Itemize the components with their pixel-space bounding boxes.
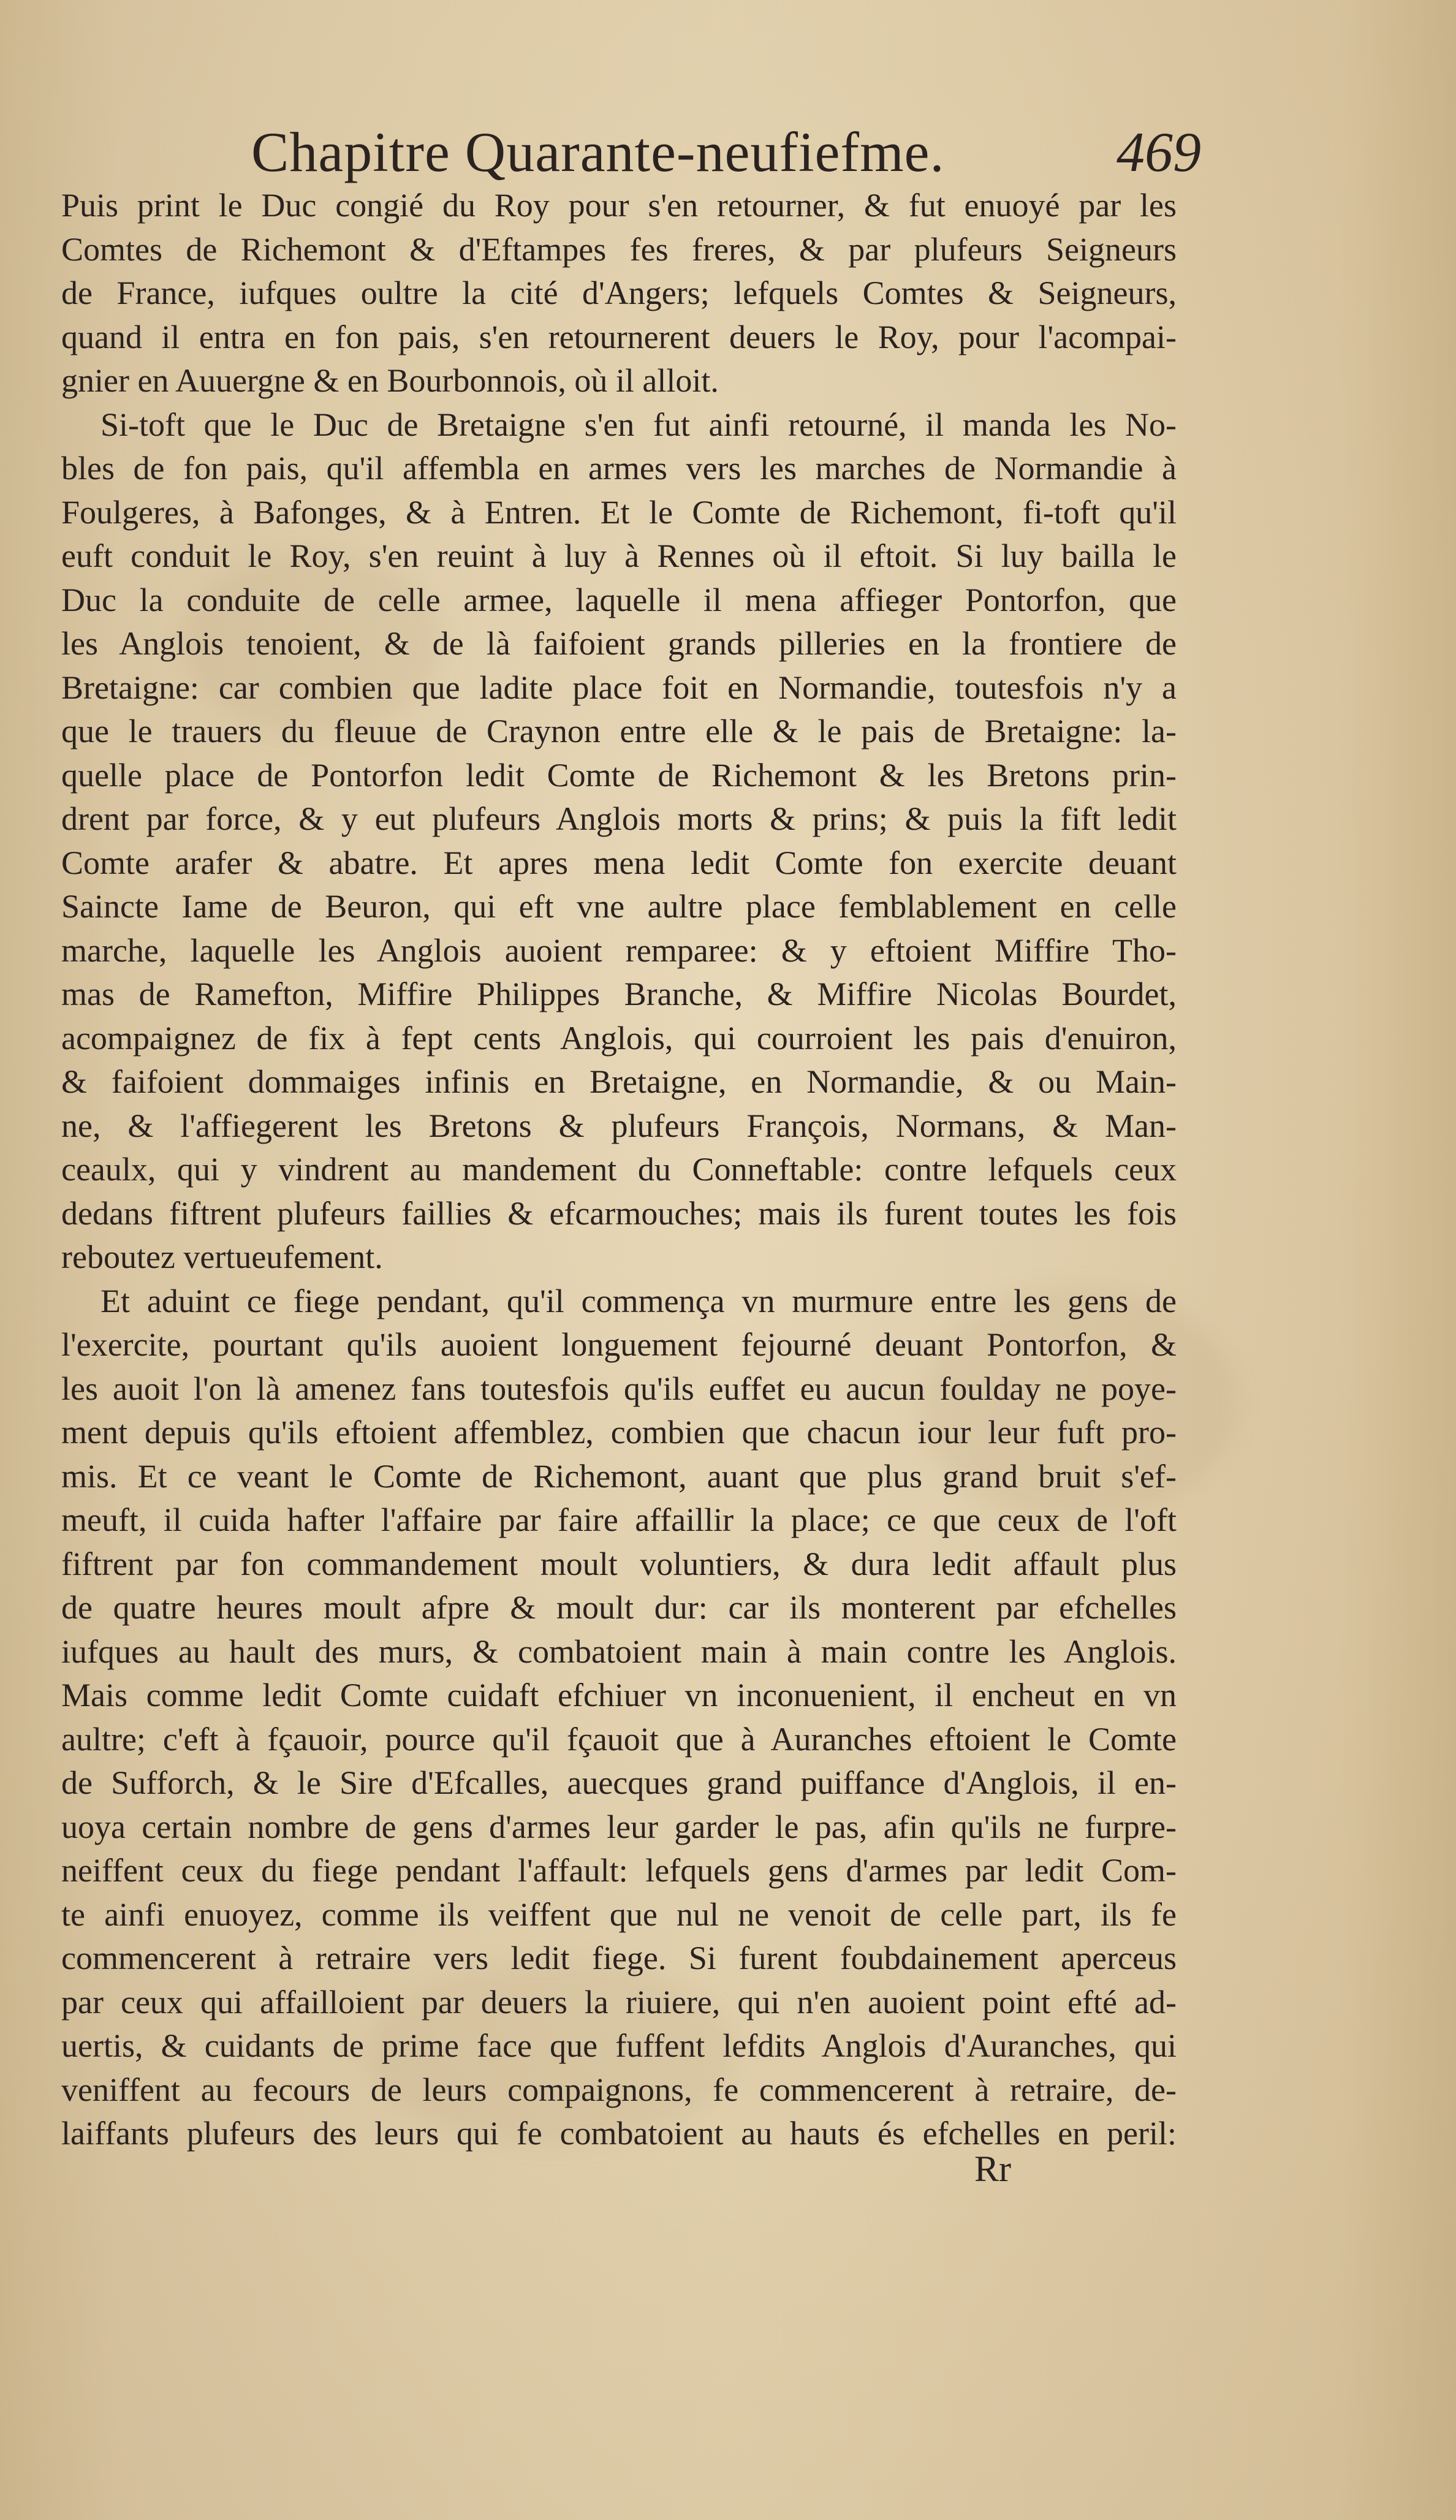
text-line: mis. Et ce veant le Comte de Richemont, auant que plus grand bruit s'ef-: [61, 1457, 1177, 1495]
text-line: iufques au hault des murs, & combatoient main à main contre les Anglois.: [61, 1633, 1177, 1670]
text-line: ceaulx, qui y vindrent au mandement du Conneftable: contre lefquels ceux: [61, 1151, 1177, 1188]
text-line: uertis, & cuidants de prime face que fuffent lefdits Anglois d'Auranches, qui: [61, 2027, 1177, 2064]
text-line: drent par force, & y eut plufeurs Anglois morts & prins; & puis la fift ledit: [61, 800, 1177, 837]
text-line: reboutez vertueufement.: [61, 1239, 383, 1275]
text-line: quelle place de Pontorfon ledit Comte de Richemont & les Bretons prin-: [61, 756, 1177, 794]
text-line: dedans fiftrent plufeurs faillies & efcarmouches; mais ils furent toutes les fois: [61, 1194, 1177, 1232]
text-line: acompaignez de fix à fept cents Anglois, qui courroient les pais d'enuiron,: [61, 1019, 1177, 1057]
text-line: Comte arafer & abatre. Et apres mena ledit Comte fon exercite deuant: [61, 844, 1177, 881]
text-line: l'exercite, pourtant qu'ils auoient longuement fejourné deuant Pontorfon, &: [61, 1326, 1177, 1363]
text-line: ment depuis qu'ils eftoient affemblez, combien que chacun iour leur fuft pro-: [61, 1414, 1177, 1451]
text-line: marche, laquelle les Anglois auoient remparee: & y eftoient Miffire Tho-: [61, 932, 1177, 969]
text-line: par ceux qui affailloient par deuers la riuiere, qui n'en auoient point efté ad-: [61, 1983, 1177, 2021]
text-line: quand il entra en fon pais, s'en retournerent deuers le Roy, pour l'acompai-: [61, 318, 1177, 355]
text-line: uoya certain nombre de gens d'armes leur garder le pas, afin qu'ils ne furpre-: [61, 1808, 1177, 1845]
text-line: de Sufforch, & le Sire d'Efcalles, auecques grand puiffance d'Anglois, il en-: [61, 1764, 1177, 1801]
text-line: les Anglois tenoient, & de là faifoient grands pilleries en la frontiere de: [61, 625, 1177, 662]
text-line: & faifoient dommaiges infinis en Bretaigne, en Normandie, & ou Main-: [61, 1063, 1177, 1100]
page-number: 469: [1117, 121, 1201, 183]
text-line: Mais comme ledit Comte cuidaft efchiuer vn inconuenient, il encheut en vn: [61, 1677, 1177, 1714]
text-line: bles de fon pais, qu'il affembla en armes vers les marches de Normandie à: [61, 450, 1177, 487]
text-line: Et aduint ce fiege pendant, qu'il commença vn murmure entre les gens de: [100, 1282, 1177, 1319]
text-line: gnier en Auuergne & en Bourbonnois, où il alloit.: [61, 362, 719, 399]
page-header: [251, 120, 1201, 193]
text-line: Duc la conduite de celle armee, laquelle il mena affieger Pontorfon, que: [61, 581, 1177, 618]
text-line: euft conduit le Roy, s'en reuint à luy à Rennes où il eftoit. Si luy bailla le: [61, 537, 1177, 574]
text-line: te ainfi enuoyez, comme ils veiffent que nul ne venoit de celle part, ils fe: [61, 1896, 1177, 1933]
catchword: Rr: [974, 2149, 1011, 2189]
text-line: veniffent au fecours de leurs compaignons, fe commencerent à retraire, de-: [61, 2071, 1177, 2108]
text-line: meuft, il cuida hafter l'affaire par faire affaillir la place; ce que ceux de l'oft: [61, 1501, 1177, 1538]
text-line: de quatre heures moult afpre & moult dur: car ils monterent par efchelles: [61, 1589, 1177, 1626]
text-line: Si-toft que le Duc de Bretaigne s'en fut ainfi retourné, il manda les No-: [100, 406, 1177, 443]
text-line: ne, & l'affiegerent les Bretons & plufeurs François, Normans, & Man-: [61, 1107, 1177, 1144]
text-line: mas de Ramefton, Miffire Philippes Branche, & Miffire Nicolas Bourdet,: [61, 976, 1177, 1012]
text-line: Bretaigne: car combien que ladite place foit en Normandie, toutesfois n'y a: [61, 669, 1177, 706]
text-line: de France, iufques oultre la cité d'Angers; lefquels Comtes & Seigneurs,: [61, 275, 1177, 311]
text-line: commencerent à retraire vers ledit fiege. Si furent foubdainement aperceus: [61, 1940, 1177, 1976]
text-line: aultre; c'eft à fçauoir, pource qu'il fçauoit que à Auranches eftoient le Comte: [61, 1720, 1177, 1758]
chapter-title: Chapitre Quarante-neufiefme.: [251, 121, 945, 183]
text-line: que le trauers du fleuue de Craynon entre elle & le pais de Bretaigne: la-: [61, 713, 1177, 750]
text-line: les auoit l'on là amenez fans toutesfois qu'ils euffet eu aucun foulday ne poye-: [61, 1370, 1177, 1407]
text-line: Puis print le Duc congié du Roy pour s'en retourner, & fut enuoyé par les: [61, 187, 1177, 224]
text-line: Comtes de Richemont & d'Eftampes fes freres, & par plufeurs Seigneurs: [61, 230, 1177, 268]
text-line: Foulgeres, à Bafonges, & à Entren. Et le Comte de Richemont, fi-toft qu'il: [61, 493, 1177, 531]
text-line: neiffent ceux du fiege pendant l'affault: lefquels gens d'armes par ledit Com-: [61, 1852, 1177, 1889]
text-line: Saincte Iame de Beuron, qui eft vne aultre place femblablement en celle: [61, 888, 1177, 925]
text-line: fiftrent par fon commandement moult voluntiers, & dura ledit affault plus: [61, 1545, 1177, 1582]
body-text: [61, 184, 1177, 2156]
text-line: laiffants plufeurs des leurs qui fe combatoient au hauts és efchelles en peril:: [61, 2115, 1177, 2152]
